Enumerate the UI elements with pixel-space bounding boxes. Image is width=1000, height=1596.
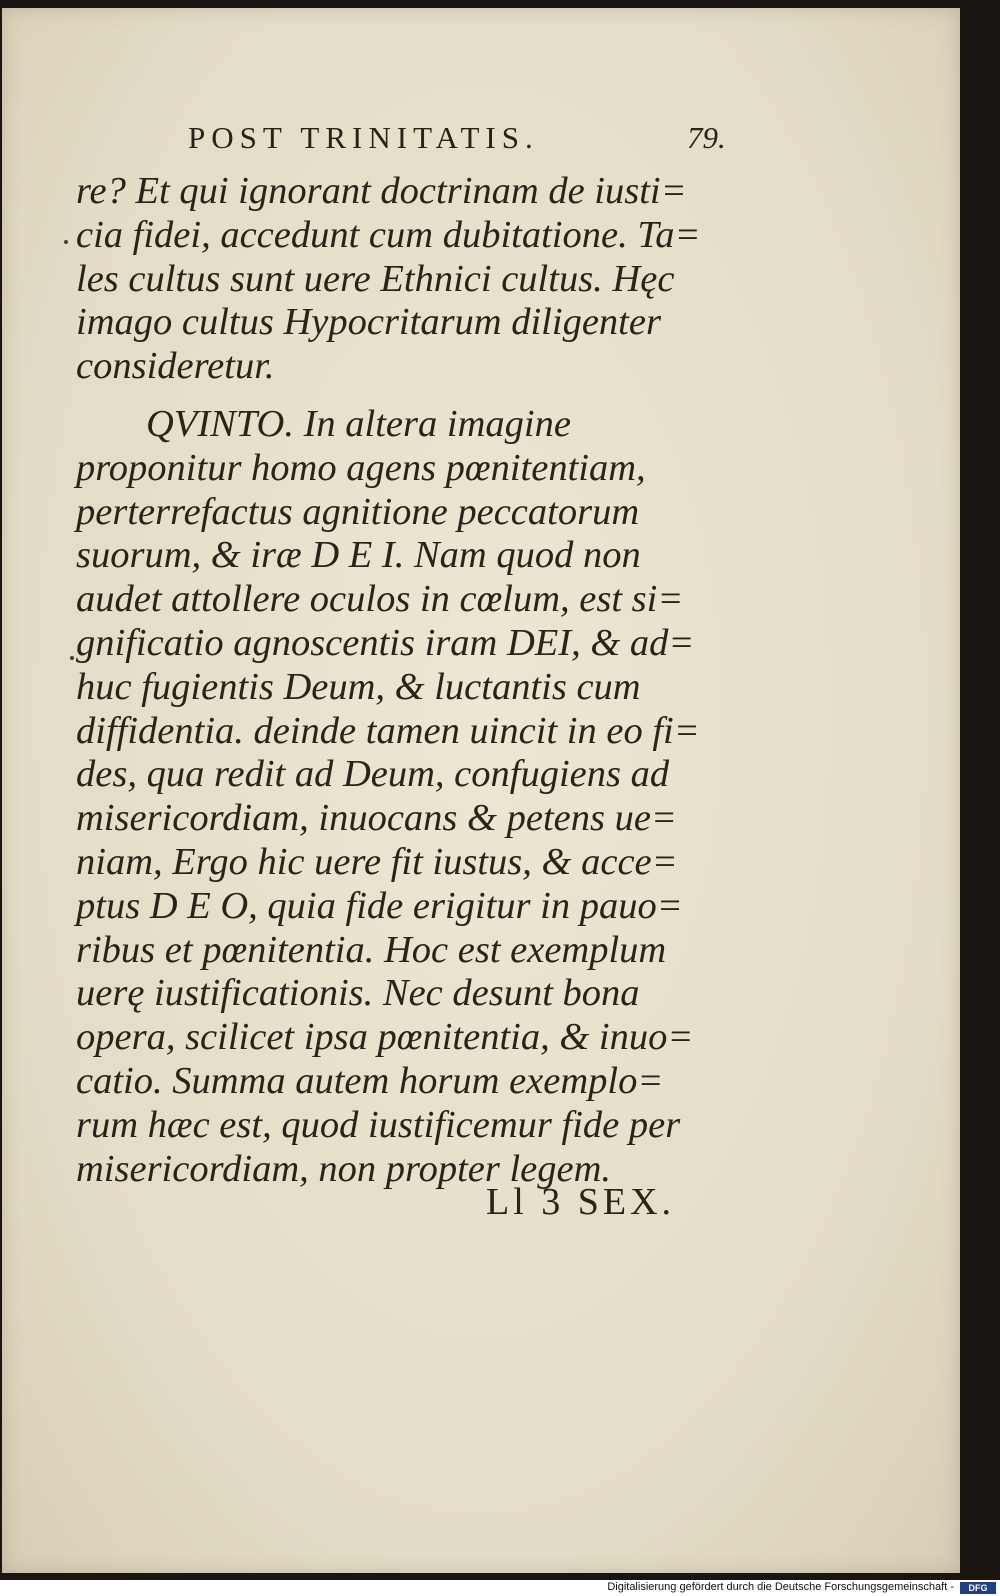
paragraph-opening: QVINTO. In altera imagine [146, 402, 571, 445]
margin-mark [70, 656, 74, 660]
text-line: proponitur homo agens pœnitentiam, [76, 446, 646, 489]
text-line: uerę iustificationis. Nec desunt bona [76, 972, 640, 1015]
text-line: cia fidei, accedunt cum dubitatione. Ta= [76, 213, 701, 256]
text-line: diffidentia. deinde tamen uincit in eo fi= [76, 709, 700, 752]
text-line: catio. Summa autem horum exemplo= [76, 1059, 664, 1102]
text-line: misericordiam, inuocans & petens ue= [76, 797, 677, 840]
dfg-logo: DFG [960, 1582, 996, 1594]
text-line: huc fugientis Deum, & luctantis cum [76, 665, 641, 708]
text-line: re? Et qui ignorant doctrinam de iusti= [76, 170, 687, 212]
text-line: ptus D E O, quia fide erigitur in pauo= [76, 884, 683, 927]
text-line: ribus et pœnitentia. Hoc est exemplum [76, 928, 667, 971]
body-text [76, 170, 766, 1191]
text-line: les cultus sunt uere Ethnici cultus. Hęc [76, 257, 675, 300]
page-header [2, 120, 960, 160]
running-head: POST TRINITATIS. [188, 120, 539, 155]
text-line: suorum, & iræ D E I. Nam quod non [76, 534, 641, 577]
text-line: gnificatio agnoscentis iram DEI, & ad= [76, 621, 695, 664]
text-line: opera, scilicet ipsa pœnitentia, & inuo= [76, 1016, 694, 1059]
text-line: perterrefactus agnitione peccatorum [76, 490, 640, 533]
book-page [2, 8, 960, 1573]
credit-text: Digitalisierung gefördert durch die Deutsche Forschungsgemeinschaft - [607, 1581, 954, 1593]
text-line: imago cultus Hypocritarum diligenter [76, 301, 661, 344]
text-line: consideretur. [76, 345, 275, 388]
text-line: niam, Ergo hic uere fit iustus, & acce= [76, 840, 678, 883]
text-line: rum hæc est, quod iustificemur fide per [76, 1103, 681, 1146]
text-line: misericordiam, non propter legem. [76, 1147, 612, 1190]
text-line: audet attollere oculos in cœlum, est si= [76, 578, 684, 621]
digitization-credit-bar [0, 1580, 1000, 1596]
catchword-signature: Ll 3 SEX. [486, 1181, 676, 1223]
margin-mark [64, 240, 68, 244]
text-line: des, qua redit ad Deum, confugiens ad [76, 753, 670, 796]
paragraph-gap [76, 389, 766, 403]
folio-number: 79. [687, 120, 726, 155]
